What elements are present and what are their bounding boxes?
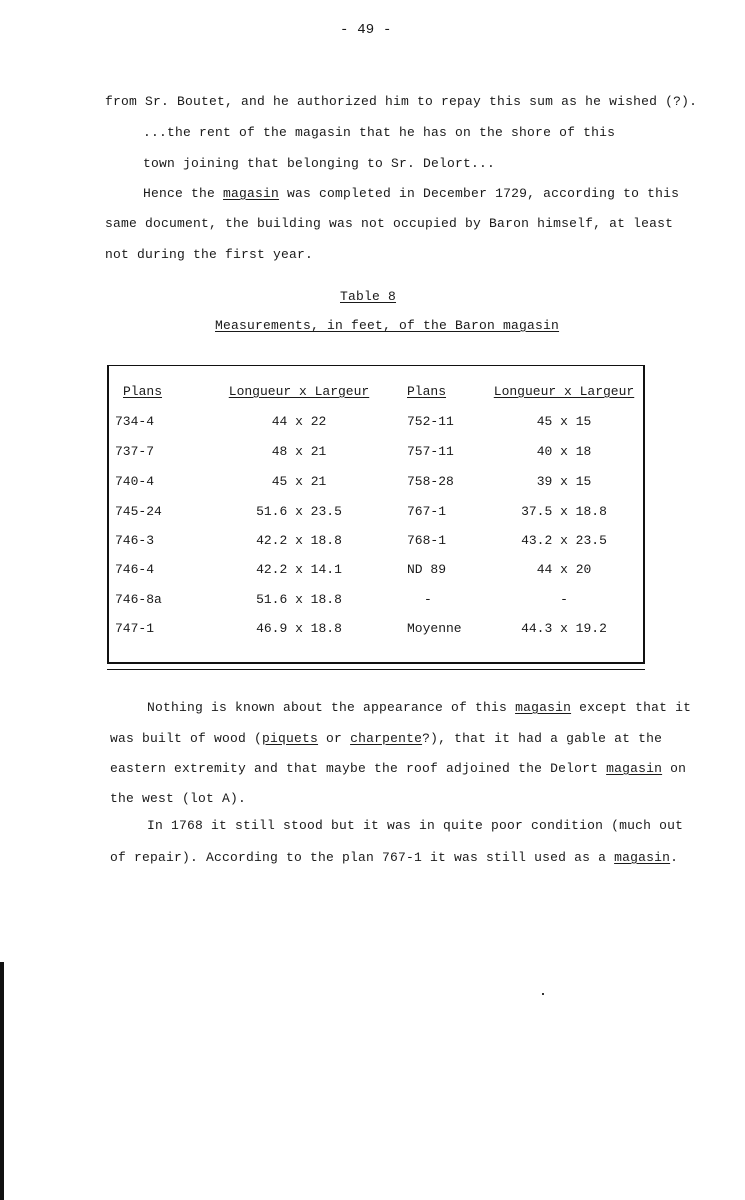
table-cell: 51.6 x 23.5 bbox=[256, 504, 342, 519]
table-cell: 746-3 bbox=[115, 533, 155, 548]
table-cell: 44 x 20 bbox=[536, 562, 592, 577]
table-cell: 44.3 x 19.2 bbox=[521, 621, 607, 636]
para3-line3: eastern extremity and that maybe the roof adjoined the Delort magasin on bbox=[110, 761, 687, 776]
para1-line3: town joining that belonging to Sr. Delort... bbox=[143, 156, 496, 171]
table-cell: - bbox=[424, 592, 432, 607]
charpente-term: charpente bbox=[350, 731, 423, 746]
table-row bbox=[109, 562, 643, 584]
header-plans-2: Plans bbox=[407, 384, 447, 399]
table-row bbox=[109, 533, 643, 555]
table-cell: 746-8a bbox=[115, 592, 162, 607]
para3-line4: the west (lot A). bbox=[110, 791, 247, 806]
header-dimensions-1: Longueur x Largeur bbox=[228, 384, 370, 399]
table-cell: 767-1 bbox=[407, 504, 447, 519]
table-cell: 752-11 bbox=[407, 414, 454, 429]
magasin-term: magasin bbox=[614, 850, 671, 865]
para1-line2: ...the rent of the magasin that he has on the shore of this bbox=[143, 125, 616, 140]
para4-line2: of repair). According to the plan 767-1 it was still used as a magasin. bbox=[110, 850, 679, 865]
header-plans-1: Plans bbox=[123, 384, 163, 399]
table-cell: 42.2 x 14.1 bbox=[256, 562, 342, 577]
table-cell: 45 x 21 bbox=[271, 474, 327, 489]
table-cell: 740-4 bbox=[115, 474, 155, 489]
table-cell: 734-4 bbox=[115, 414, 155, 429]
table-row bbox=[109, 504, 643, 526]
table-row bbox=[109, 592, 643, 614]
table-cell: 37.5 x 18.8 bbox=[521, 504, 607, 519]
table-cell: 746-4 bbox=[115, 562, 155, 577]
table-cell: ND 89 bbox=[407, 562, 447, 577]
measurements-table bbox=[107, 365, 645, 664]
table-row bbox=[109, 444, 643, 466]
table-number: Table 8 bbox=[340, 289, 397, 304]
table-cell: 737-7 bbox=[115, 444, 155, 459]
table-cell: 51.6 x 18.8 bbox=[256, 592, 342, 607]
table-cell: 39 x 15 bbox=[536, 474, 592, 489]
magasin-term: magasin bbox=[223, 186, 280, 201]
table-cell: 43.2 x 23.5 bbox=[521, 533, 607, 548]
table-row bbox=[109, 474, 643, 496]
table-cell: 757-11 bbox=[407, 444, 454, 459]
magasin-term: magasin bbox=[515, 700, 572, 715]
header-dimensions-2: Longueur x Largeur bbox=[493, 384, 635, 399]
table-row bbox=[109, 414, 643, 436]
page-number: - 49 - bbox=[340, 22, 392, 38]
table-cell: Moyenne bbox=[407, 621, 462, 636]
piquets-term: piquets bbox=[262, 731, 319, 746]
para3-line1: Nothing is known about the appearance of this magasin except that it bbox=[147, 700, 692, 715]
table-cell: 46.9 x 18.8 bbox=[256, 621, 342, 636]
para2-line2: same document, the building was not occupied by Baron himself, at least bbox=[105, 216, 674, 231]
table-cell: 40 x 18 bbox=[536, 444, 592, 459]
table-cell: 768-1 bbox=[407, 533, 447, 548]
table-cell: - bbox=[560, 592, 568, 607]
table-cell: 758-28 bbox=[407, 474, 454, 489]
scan-speck bbox=[542, 993, 544, 995]
table-cell: 44 x 22 bbox=[271, 414, 327, 429]
scan-edge-bar bbox=[0, 962, 4, 1200]
table-cell: 745-24 bbox=[115, 504, 162, 519]
magasin-term: magasin bbox=[606, 761, 663, 776]
para1-line1: from Sr. Boutet, and he authorized him to repay this sum as he wished (?). bbox=[105, 94, 698, 109]
table-header-row bbox=[109, 384, 643, 406]
para3-line2: was built of wood (piquets or charpente?), that it had a gable at the bbox=[110, 731, 663, 746]
table-cell: 42.2 x 18.8 bbox=[256, 533, 342, 548]
table-cell: 747-1 bbox=[115, 621, 155, 636]
table-cell: 48 x 21 bbox=[271, 444, 327, 459]
para2-line1: Hence the magasin was completed in December 1729, according to this bbox=[143, 186, 680, 201]
para4-line1: In 1768 it still stood but it was in quite poor condition (much out bbox=[147, 818, 684, 833]
para2-line3: not during the first year. bbox=[105, 247, 314, 262]
table-cell: 45 x 15 bbox=[536, 414, 592, 429]
table-row bbox=[109, 621, 643, 643]
table-caption: Measurements, in feet, of the Baron magasin bbox=[215, 318, 560, 333]
